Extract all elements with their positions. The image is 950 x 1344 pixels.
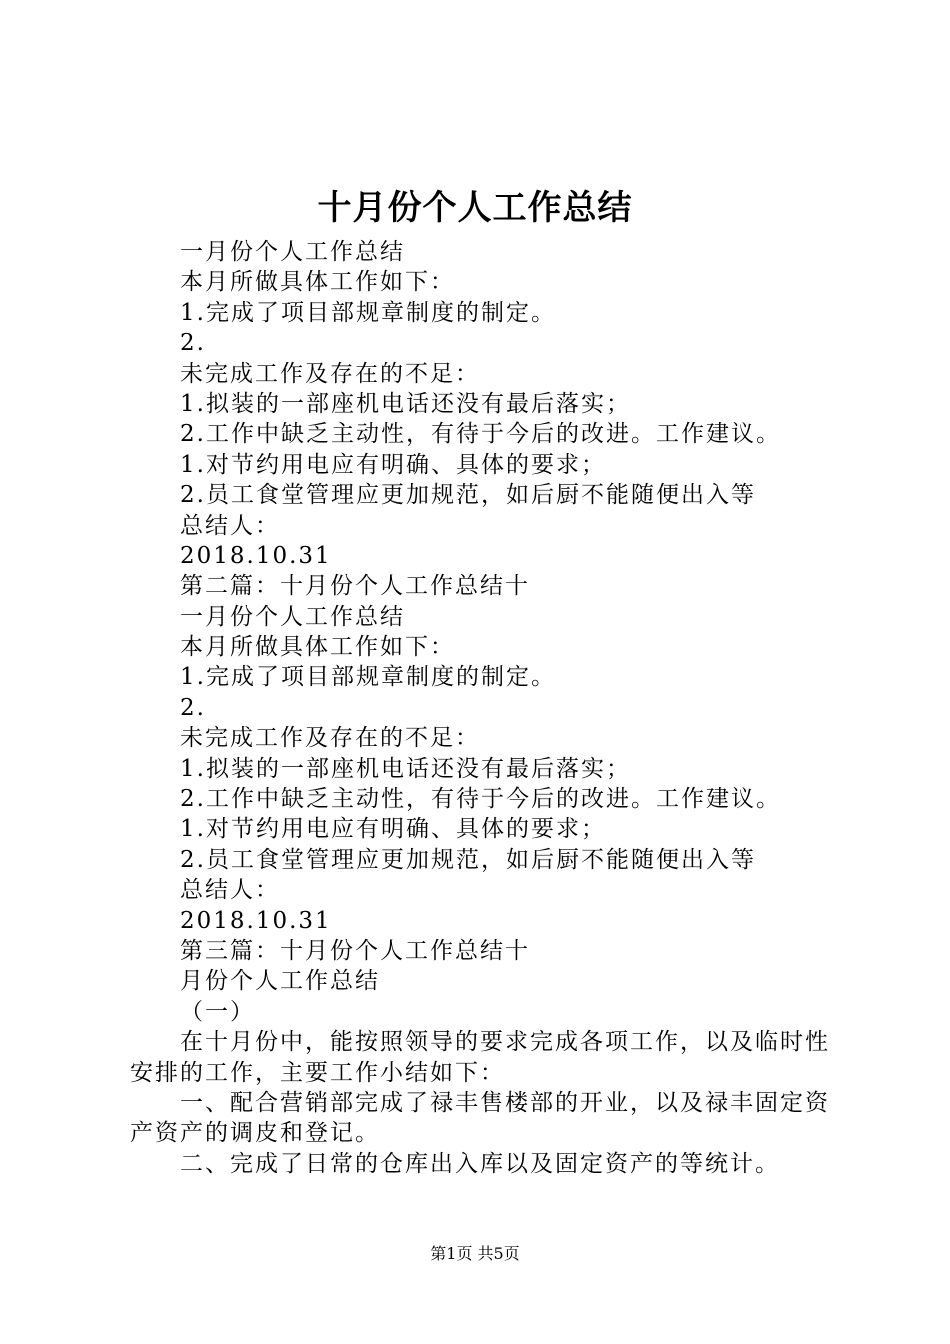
text-line: 2.工作中缺乏主动性，有待于今后的改进。工作建议。 bbox=[180, 786, 781, 813]
text-line: 1.完成了项目部规章制度的制定。 bbox=[180, 664, 556, 691]
text-line: 一月份个人工作总结 bbox=[180, 603, 405, 630]
text-line: （一） bbox=[180, 998, 255, 1025]
section-heading: 第三篇：十月份个人工作总结十 bbox=[180, 937, 530, 964]
body-paragraph: 在十月份中，能按照领导的要求完成各项工作，以及临时性安排的工作，主要工作小结如下： bbox=[130, 1029, 830, 1086]
text-line: 本月所做具体工作如下： bbox=[180, 269, 455, 296]
text-line: 1.完成了项目部规章制度的制定。 bbox=[180, 299, 556, 326]
body-paragraph: 一、配合营销部完成了禄丰售楼部的开业，以及禄丰固定资产资产的调皮和登记。 bbox=[130, 1089, 830, 1147]
text-line: 未完成工作及存在的不足： bbox=[180, 360, 480, 387]
text-line: 本月所做具体工作如下： bbox=[180, 634, 455, 661]
text-line: 2.工作中缺乏主动性，有待于今后的改进。工作建议。 bbox=[180, 421, 781, 448]
date-line: 2018.10.31 bbox=[180, 542, 332, 569]
page-footer: 第1页 共5页 bbox=[430, 1244, 520, 1263]
text-line: 2. bbox=[180, 694, 206, 721]
text-line: 一月份个人工作总结 bbox=[180, 239, 405, 265]
text-line: 2.员工食堂管理应更加规范，如后厨不能随便出入等 bbox=[180, 482, 756, 509]
document-body bbox=[130, 237, 830, 1179]
text-line: 未完成工作及存在的不足： bbox=[180, 725, 480, 752]
text-line: 1.拟装的一部座机电话还没有最后落实； bbox=[180, 390, 631, 417]
section-heading: 第二篇：十月份个人工作总结十 bbox=[180, 573, 530, 600]
signature-label: 总结人： bbox=[180, 877, 280, 904]
text-line: 1.对节约用电应有明确、具体的要求； bbox=[180, 816, 606, 843]
text-line: 2. bbox=[180, 330, 206, 357]
text-line: 月份个人工作总结 bbox=[180, 968, 380, 995]
text-line: 2.员工食堂管理应更加规范，如后厨不能随便出入等 bbox=[180, 846, 756, 873]
document-title: 十月份个人工作总结 bbox=[317, 188, 633, 228]
body-paragraph: 二、完成了日常的仓库出入库以及固定资产的等统计。 bbox=[180, 1150, 780, 1177]
signature-label: 总结人： bbox=[180, 512, 280, 539]
date-line: 2018.10.31 bbox=[180, 907, 332, 934]
text-line: 1.对节约用电应有明确、具体的要求； bbox=[180, 451, 606, 478]
text-line: 1.拟装的一部座机电话还没有最后落实； bbox=[180, 755, 631, 782]
